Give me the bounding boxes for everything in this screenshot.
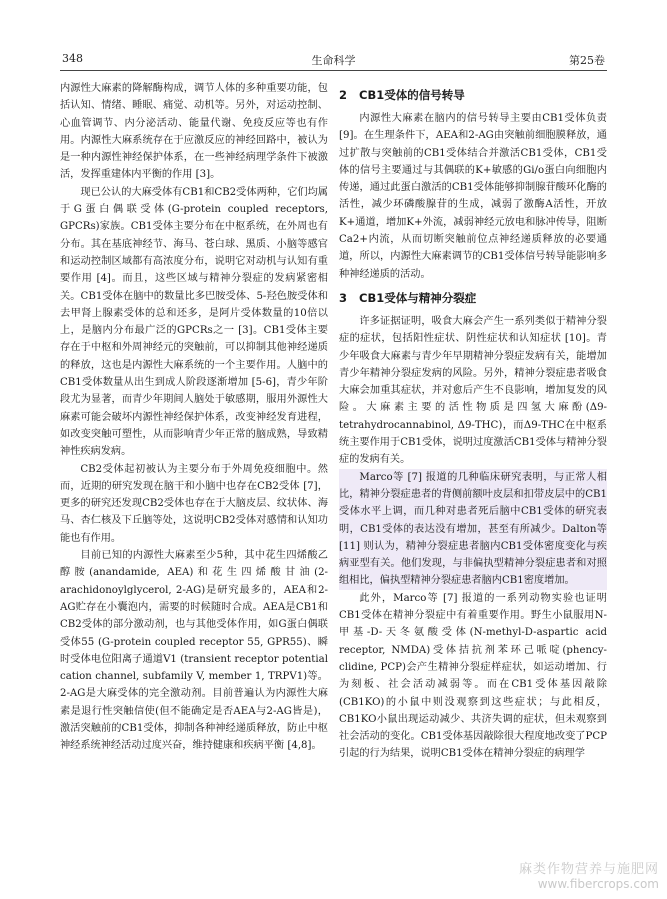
volume-label: 第25卷 [569,54,605,67]
paragraph-7: Marco等 [7] 报道的几种临床研究表明，与正常人相比，精神分裂症患者的背侧前额叶皮层和扣带皮层中的CB1受体水平上调，而几种对患者死后脑中CB1受体的研究表明，CB1受体的表达没有增加，甚至有所减少。Dalton等 [11] 则认为，精神分裂症患者脑内CB1受体密度变化与疾病亚型有关。他们发现，与非偏执型精神分裂症患者和对照组相比，偏执型精神分裂症患者脑内CB1密度增加。 [339,469,607,590]
paragraph-4: 目前已知的内源性大麻素至少5种，其中花生四烯酸乙醇胺(anandamide, AEA)和花生四烯酸甘油(2-arachidonoylglycerol, 2-AG)是研究最多的，AEA和2-AG贮存在小囊泡内，需要的时候随时合成。AEA是CB1和CB2受体的部分激动剂，也与其他受体作用，如G蛋白偶联受体55 (G-protein coupled receptor 55, GPR55)、瞬时受体电位阳离子通道V1 (transient receptor potential cation channel, subfamily V, member 1, TRPV1)等。2-AG是大麻受体的完全激动剂。目前普遍认为内源性大麻素是退行性突触信使(但不能确定是否AEA与2-AG皆是)，激活突触前的CB1受体，抑制各种神经递质释放，防止中枢神经系统神经活动过度兴奋，维持健康和疾病平衡 [4,8]。 [60,550,328,752]
watermark-text: 麻类作物营养与施肥网 [518,862,659,877]
paragraph-6: 许多证据证明，吸食大麻会产生一系列类似于精神分裂症的症状，包括阳性症状、阴性症状和认知症状 [10]。青少年吸食大麻素与青少年早期精神分裂症发病有关，能增加青少年精神分裂症发病的风险。另外，精神分裂症患者吸食大麻会加重其症状，并对愈后产生不良影响，增加复发的风险。大麻素主要的活性物质是四氢大麻酚(Δ9-tetrahydrocannabinol, Δ9-THC)，而Δ9-THC在中枢系统主要作用于CB1受体，说明过度激活CB1受体与精神分裂症的发病有关。 [339,315,607,466]
section-3-title: CB1受体与精神分裂症 [359,290,477,305]
header-rule [60,70,607,71]
section-3-heading [339,289,607,307]
paragraph-5: 内源性大麻素在脑内的信号转导主要由CB1受体负责 [9]。在生理条件下，AEA和2-AG由突触前细胞膜释放，通过扩散与突触前的CB1受体结合并激活CB1受体，CB1受体的信号主要通过与其偶联的K+敏感的Gi/o蛋白向细胞内传递，通过此蛋白激活的CB1受体能够抑制腺苷酸环化酶的活性，减少环磷酸腺苷的生成，减弱了激酶A活性，开放K+通道，增加K+外流，减弱神经元放电和脉冲传导，阻断Ca2+内流，从而切断突触前位点神经递质释放的必要通道，所以，内源性大麻素调节的CB1受体信号转导能影响多种神经递质的活动。 [339,113,607,280]
watermark [519,858,659,891]
section-3-number: 3 [339,290,348,305]
journal-title: 生命科学 [311,54,356,67]
section-2-heading [339,86,607,104]
watermark-url: www.fibercrops.com [537,877,659,891]
right-column [339,80,607,880]
section-2-title: CB1受体的信号转导 [359,88,465,102]
paragraph-2: 现已公认的大麻受体有CB1和CB2受体两种，它们均属于G蛋白偶联受体(G-protein coupled receptors, GPCRs)家族。CB1受体主要分布在中枢系统，在外周也有分布。其在基底神经节、海马、苍白球、黑质、小脑等感官和运动控制区域都有高浓度分布，说明它对动机与认知有重要作用 [4]。而且，这些区域与精神分裂症的发病紧密相关。CB1受体在脑中的数量比多巴胺受体、5-羟色胺受体和去甲肾上腺素受体的总和还多，是阿片受体数量的10倍以上，是脑内分布最广泛的GPCRs之一 [3]。CB1受体主要存在于中枢和外周神经元的突触前，可以抑制其他神经递质的释放，这也是内源性大麻系统的一个主要作用。人脑中的CB1受体数量从出生到成人阶段逐渐增加 [5-6]，青少年阶段尤为显著，而青少年期间人脑处于敏感期，服用外源性大麻素可能会破坏内源性神经保护体系，改变神经发育进程，如改变突触可塑性，从而影响青少年正常的脑成熟，导致精神性疾病发病。 [60,186,328,458]
left-column [60,80,328,880]
paragraph-8: 此外，Marco等 [7] 报道的一系列动物实验也证明CB1受体在精神分裂症中有着重要作用。野生小鼠服用N-甲基-D-天冬氨酸受体(N-methyl-D-aspartic acid receptor, NMDA)受体拮抗剂苯环己哌啶(phency-clidine, PCP)会产生精神分裂症样症状，如运动增加、行为刻板、社会活动减弱等。而在CB1受体基因敲除(CB1KO)的小鼠中则没观察到这些症状；与此相反，CB1KO小鼠出现运动减少、共济失调的症状，但未观察到社会活动的变化。CB1受体基因敲除很大程度地改变了PCP引起的行为结果，说明CB1受体在精神分裂症的病理学 [339,592,607,760]
paragraph-1: 内源性大麻素的降解酶构成，调节人体的多种重要功能，包括认知、情绪、睡眠、痛觉、动机等。另外，对运动控制、心血管调节、内分泌活动、能量代谢、免疫反应等也有作用。内源性大麻系统存在于应激反应的神经回路中，被认为是一种内源性神经保护体系，在一些神经病理学条件下被激活，发挥重建体内平衡的作用 [3]。 [60,83,328,181]
section-2-number: 2 [339,88,348,102]
page-header [60,52,607,70]
paragraph-3: CB2受体起初被认为主要分布于外周免疫细胞中。然而，近期的研究发现在脑干和小脑中也存在CB2受体 [7]，更多的研究还发现CB2受体也存在于大脑皮层、纹状体、海马、杏仁核及下丘脑等处，这说明CB2受体对感情和认知功能也有作用。 [60,463,328,544]
page-number: 348 [62,52,83,65]
